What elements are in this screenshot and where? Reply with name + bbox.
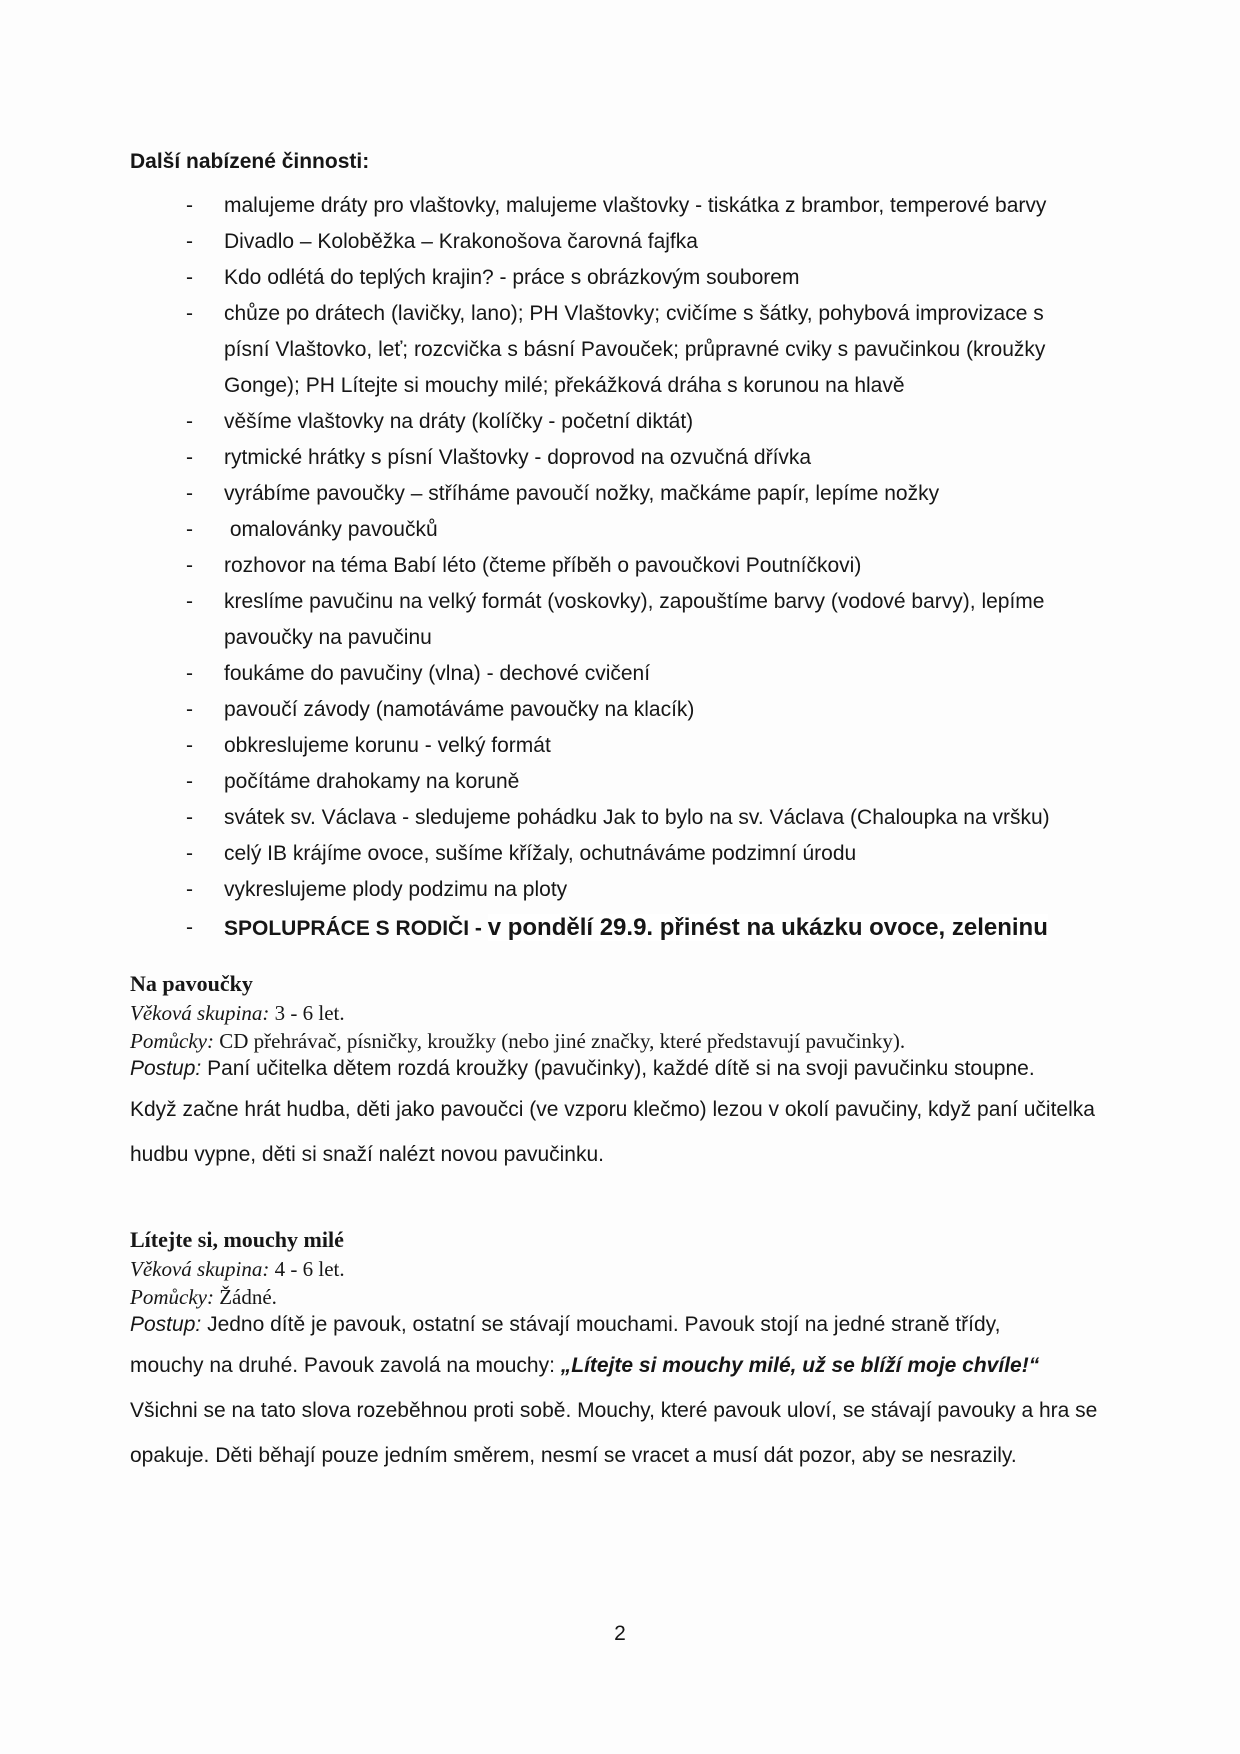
procedure-paragraph: Když začne hrát hudba, děti jako pavoučci (ve vzporu klečmo) lezou v okolí pavučiny, když paní učitelka hudbu vypne, děti si snaží nalézt novou pavučinku. [130, 1098, 1095, 1166]
list-item-text: Kdo odlétá do teplých krajin? - práce s obrázkovým souborem [224, 266, 800, 289]
section-litejte-si-mouchy-mile [130, 1225, 1107, 1478]
bullet-dash: - [186, 194, 193, 217]
bullet-dash: - [186, 410, 193, 433]
bullet-dash: - [186, 662, 193, 685]
list-item-text: vyrábíme pavoučky – stříháme pavoučí nožky, mačkáme papír, lepíme nožky [224, 482, 940, 505]
age-group-label: Věková skupina: [130, 1001, 270, 1025]
section-title: Na pavoučky [130, 971, 253, 996]
bullet-dash: - [186, 446, 193, 469]
list-item [130, 764, 1107, 800]
paragraph-text: mouchy na druhé. Pavouk zavolá na mouchy: [130, 1354, 561, 1377]
list-item [130, 800, 1107, 836]
list-item [130, 512, 1107, 548]
list-item [130, 224, 1107, 260]
tools-line [130, 1283, 1107, 1311]
age-group-line [130, 1255, 1107, 1283]
section-title: Lítejte si, mouchy milé [130, 1227, 344, 1252]
list-item-text: obkreslujeme korunu - velký formát [224, 734, 551, 757]
list-item-text: počítáme drahokamy na koruně [224, 770, 520, 793]
page-title: Další nabízené činnosti: [130, 150, 370, 173]
bullet-dash: - [186, 482, 193, 505]
paragraph-text: Všichni se na tato slova rozeběhnou proti sobě. Mouchy, které pavouk uloví, se stávají pavouky a hra se opakuje. Děti běhají pouze jedním směrem, nesmí se vracet a musí dát pozor, aby se nesrazily. [130, 1399, 1098, 1467]
age-group-label: Věková skupina: [130, 1257, 270, 1281]
procedure-line [130, 1311, 1107, 1339]
list-item-text: rytmické hrátky s písní Vlaštovky - doprovod na ozvučná dřívka [224, 446, 812, 469]
list-item-text: malujeme dráty pro vlaštovky, malujeme vlaštovky - tiskátka z brambor, temperové barvy [224, 194, 1047, 217]
bullet-dash: - [186, 230, 193, 253]
list-item [130, 548, 1107, 584]
list-item-text: celý IB krájíme ovoce, sušíme křížaly, ochutnáváme podzimní úrodu [224, 842, 857, 865]
bullet-dash: - [186, 842, 193, 865]
cooperation-highlight: v pondělí 29.9. přinést na ukázku ovoce, zeleninu [487, 914, 1048, 941]
list-item [130, 872, 1107, 908]
bullet-dash: - [186, 806, 193, 829]
list-item [130, 476, 1107, 512]
list-item-text: vykreslujeme plody podzimu na ploty [224, 878, 568, 901]
cooperation-prefix: SPOLUPRÁCE S RODIČI - [224, 917, 488, 940]
bullet-dash: - [186, 770, 193, 793]
page-number: 2 [614, 1622, 626, 1645]
tools-label: Pomůcky: [130, 1029, 214, 1053]
list-item-text: rozhovor na téma Babí léto (čteme příběh o pavoučkovi Poutníčkovi) [224, 554, 862, 577]
procedure-label: Postup: [130, 1313, 202, 1336]
list-item [130, 188, 1107, 224]
list-item [130, 692, 1107, 728]
list-item [130, 404, 1107, 440]
tools-value: Žádné. [219, 1285, 277, 1309]
bullet-dash: - [186, 916, 193, 939]
bullet-dash: - [186, 878, 193, 901]
list-item-parents-cooperation [130, 908, 1107, 949]
list-item [130, 440, 1107, 476]
bullet-dash: - [186, 698, 193, 721]
list-item-text: chůze po drátech (lavičky, lano); PH Vlaštovky; cvičíme s šátky, pohybová improvizace s písní Vlaštovko, leť; rozcvička s básní Pavouček; průpravné cviky s pavučinkou (kroužky Gonge); PH Lítejte si mouchy milé; překážková dráha s korunou na hlavě [224, 302, 1052, 397]
spider-call-quote: „Lítejte si mouchy milé, už se blíží moje chvíle!“ [560, 1354, 1040, 1377]
list-item-text: Divadlo – Koloběžka – Krakonošova čarovná fajfka [224, 230, 698, 253]
bullet-dash: - [186, 518, 193, 541]
procedure-intro: Paní učitelka dětem rozdá kroužky (pavučinky), každé dítě si na svoji pavučinku stoupne. [207, 1057, 1035, 1080]
bullet-dash: - [186, 266, 193, 289]
bullet-dash: - [186, 734, 193, 757]
list-item [130, 656, 1107, 692]
section-na-pavoucky [130, 969, 1107, 1177]
procedure-line [130, 1055, 1107, 1083]
list-item-text: svátek sv. Václava - sledujeme pohádku Jak to bylo na sv. Václava (Chaloupka na vršku) [224, 806, 1050, 829]
list-item-text: věšíme vlaštovky na dráty (kolíčky - početní diktát) [224, 410, 694, 433]
tools-label: Pomůcky: [130, 1285, 214, 1309]
tools-line [130, 1027, 1107, 1055]
age-group-line [130, 999, 1107, 1027]
age-group-value: 3 - 6 let. [274, 1001, 345, 1025]
bullet-dash: - [186, 302, 193, 325]
age-group-value: 4 - 6 let. [274, 1257, 345, 1281]
bullet-dash: - [186, 554, 193, 577]
procedure-label: Postup: [130, 1057, 202, 1080]
tools-value: CD přehrávač, písničky, kroužky (nebo jiné značky, které představují pavučinky). [219, 1029, 906, 1053]
list-item-text: omalovánky pavoučků [224, 518, 438, 541]
procedure-intro: Jedno dítě je pavouk, ostatní se stávají mouchami. Pavouk stojí na jedné straně třídy, [207, 1313, 1001, 1336]
list-item [130, 728, 1107, 764]
list-item-text: kreslíme pavučinu na velký formát (voskovky), zapouštíme barvy (vodové barvy), lepíme pavoučky na pavučinu [224, 590, 1051, 649]
list-item [130, 296, 1107, 404]
procedure-paragraph [130, 1343, 1107, 1478]
list-item-text: pavoučí závody (namotáváme pavoučky na klacík) [224, 698, 695, 721]
list-item [130, 836, 1107, 872]
list-item-text: foukáme do pavučiny (vlna) - dechové cvičení [224, 662, 651, 685]
list-item [130, 260, 1107, 296]
bullet-dash: - [186, 590, 193, 613]
list-item [130, 584, 1107, 656]
activity-list [130, 188, 1107, 949]
